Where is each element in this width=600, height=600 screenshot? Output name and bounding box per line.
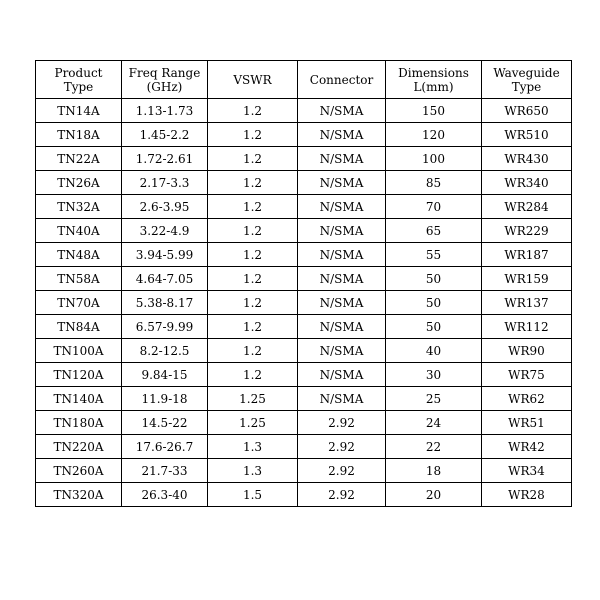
vswr-cell: 1.2: [208, 147, 298, 171]
connector-cell: N/SMA: [298, 123, 386, 147]
table-row: [36, 195, 572, 219]
connector-cell: N/SMA: [298, 171, 386, 195]
connector-cell: N/SMA: [298, 147, 386, 171]
waveguide-type-cell: WR28: [482, 483, 572, 507]
freq-range-cell: 4.64-7.05: [122, 267, 208, 291]
waveguide-type-cell: WR112: [482, 315, 572, 339]
waveguide-type-cell: WR340: [482, 171, 572, 195]
table-row: [36, 483, 572, 507]
freq-range-cell: 1.72-2.61: [122, 147, 208, 171]
freq-range-cell: 1.13-1.73: [122, 99, 208, 123]
dimensions-cell: 70: [386, 195, 482, 219]
vswr-cell: 1.2: [208, 315, 298, 339]
dimensions-cell: 20: [386, 483, 482, 507]
vswr-cell: 1.2: [208, 219, 298, 243]
vswr-cell: 1.3: [208, 459, 298, 483]
product-type-cell: TN140A: [36, 387, 122, 411]
freq-range-cell: 26.3-40: [122, 483, 208, 507]
waveguide-type-cell: WR51: [482, 411, 572, 435]
product-type-cell: TN32A: [36, 195, 122, 219]
product-type-cell: TN320A: [36, 483, 122, 507]
vswr-cell: 1.2: [208, 363, 298, 387]
dimensions-cell: 30: [386, 363, 482, 387]
table-row: [36, 219, 572, 243]
waveguide-type-cell: WR62: [482, 387, 572, 411]
table-row: [36, 147, 572, 171]
freq-range-cell: 6.57-9.99: [122, 315, 208, 339]
product-type-cell: TN48A: [36, 243, 122, 267]
header-vswr: VSWR: [208, 61, 298, 99]
freq-range-cell: 5.38-8.17: [122, 291, 208, 315]
table-row: [36, 459, 572, 483]
connector-cell: N/SMA: [298, 219, 386, 243]
connector-cell: N/SMA: [298, 291, 386, 315]
header-waveguide-type: Waveguide Type: [482, 61, 572, 99]
freq-range-cell: 17.6-26.7: [122, 435, 208, 459]
table-row: [36, 339, 572, 363]
product-type-cell: TN40A: [36, 219, 122, 243]
header-dimensions: Dimensions L(mm): [386, 61, 482, 99]
connector-cell: N/SMA: [298, 195, 386, 219]
freq-range-cell: 2.17-3.3: [122, 171, 208, 195]
waveguide-type-cell: WR650: [482, 99, 572, 123]
vswr-cell: 1.5: [208, 483, 298, 507]
freq-range-cell: 21.7-33: [122, 459, 208, 483]
dimensions-cell: 50: [386, 267, 482, 291]
vswr-cell: 1.2: [208, 171, 298, 195]
waveguide-type-cell: WR159: [482, 267, 572, 291]
connector-cell: 2.92: [298, 435, 386, 459]
waveguide-type-cell: WR90: [482, 339, 572, 363]
header-connector: Connector: [298, 61, 386, 99]
dimensions-cell: 120: [386, 123, 482, 147]
waveguide-type-cell: WR75: [482, 363, 572, 387]
dimensions-cell: 50: [386, 315, 482, 339]
vswr-cell: 1.2: [208, 339, 298, 363]
vswr-cell: 1.2: [208, 267, 298, 291]
spec-table: [35, 60, 572, 507]
header-row: [36, 61, 572, 99]
vswr-cell: 1.2: [208, 123, 298, 147]
waveguide-type-cell: WR510: [482, 123, 572, 147]
dimensions-cell: 85: [386, 171, 482, 195]
table-row: [36, 243, 572, 267]
freq-range-cell: 2.6-3.95: [122, 195, 208, 219]
table-row: [36, 315, 572, 339]
product-type-cell: TN120A: [36, 363, 122, 387]
product-type-cell: TN14A: [36, 99, 122, 123]
dimensions-cell: 40: [386, 339, 482, 363]
dimensions-cell: 100: [386, 147, 482, 171]
freq-range-cell: 11.9-18: [122, 387, 208, 411]
connector-cell: 2.92: [298, 483, 386, 507]
connector-cell: N/SMA: [298, 99, 386, 123]
vswr-cell: 1.2: [208, 99, 298, 123]
dimensions-cell: 150: [386, 99, 482, 123]
dimensions-cell: 50: [386, 291, 482, 315]
product-type-cell: TN58A: [36, 267, 122, 291]
table-row: [36, 99, 572, 123]
table-row: [36, 363, 572, 387]
connector-cell: N/SMA: [298, 267, 386, 291]
table-row: [36, 267, 572, 291]
dimensions-cell: 25: [386, 387, 482, 411]
table-row: [36, 387, 572, 411]
product-type-cell: TN260A: [36, 459, 122, 483]
vswr-cell: 1.3: [208, 435, 298, 459]
dimensions-cell: 55: [386, 243, 482, 267]
dimensions-cell: 18: [386, 459, 482, 483]
freq-range-cell: 9.84-15: [122, 363, 208, 387]
vswr-cell: 1.25: [208, 411, 298, 435]
header-freq-range: Freq Range (GHz): [122, 61, 208, 99]
waveguide-type-cell: WR34: [482, 459, 572, 483]
waveguide-type-cell: WR187: [482, 243, 572, 267]
connector-cell: 2.92: [298, 459, 386, 483]
waveguide-type-cell: WR284: [482, 195, 572, 219]
table-header: [36, 61, 572, 99]
product-type-cell: TN220A: [36, 435, 122, 459]
header-product-type: Product Type: [36, 61, 122, 99]
product-type-cell: TN180A: [36, 411, 122, 435]
product-type-cell: TN18A: [36, 123, 122, 147]
freq-range-cell: 14.5-22: [122, 411, 208, 435]
connector-cell: N/SMA: [298, 363, 386, 387]
product-type-cell: TN26A: [36, 171, 122, 195]
table-row: [36, 291, 572, 315]
table-body: [36, 99, 572, 507]
dimensions-cell: 22: [386, 435, 482, 459]
product-type-cell: TN100A: [36, 339, 122, 363]
product-type-cell: TN84A: [36, 315, 122, 339]
connector-cell: N/SMA: [298, 315, 386, 339]
connector-cell: N/SMA: [298, 243, 386, 267]
waveguide-type-cell: WR229: [482, 219, 572, 243]
table-row: [36, 171, 572, 195]
vswr-cell: 1.2: [208, 291, 298, 315]
dimensions-cell: 65: [386, 219, 482, 243]
freq-range-cell: 8.2-12.5: [122, 339, 208, 363]
vswr-cell: 1.2: [208, 195, 298, 219]
dimensions-cell: 24: [386, 411, 482, 435]
waveguide-type-cell: WR42: [482, 435, 572, 459]
waveguide-type-cell: WR137: [482, 291, 572, 315]
vswr-cell: 1.2: [208, 243, 298, 267]
freq-range-cell: 3.94-5.99: [122, 243, 208, 267]
table-row: [36, 435, 572, 459]
connector-cell: N/SMA: [298, 339, 386, 363]
connector-cell: N/SMA: [298, 387, 386, 411]
product-type-cell: TN70A: [36, 291, 122, 315]
vswr-cell: 1.25: [208, 387, 298, 411]
freq-range-cell: 3.22-4.9: [122, 219, 208, 243]
product-type-cell: TN22A: [36, 147, 122, 171]
table-row: [36, 123, 572, 147]
connector-cell: 2.92: [298, 411, 386, 435]
waveguide-type-cell: WR430: [482, 147, 572, 171]
freq-range-cell: 1.45-2.2: [122, 123, 208, 147]
table-row: [36, 411, 572, 435]
